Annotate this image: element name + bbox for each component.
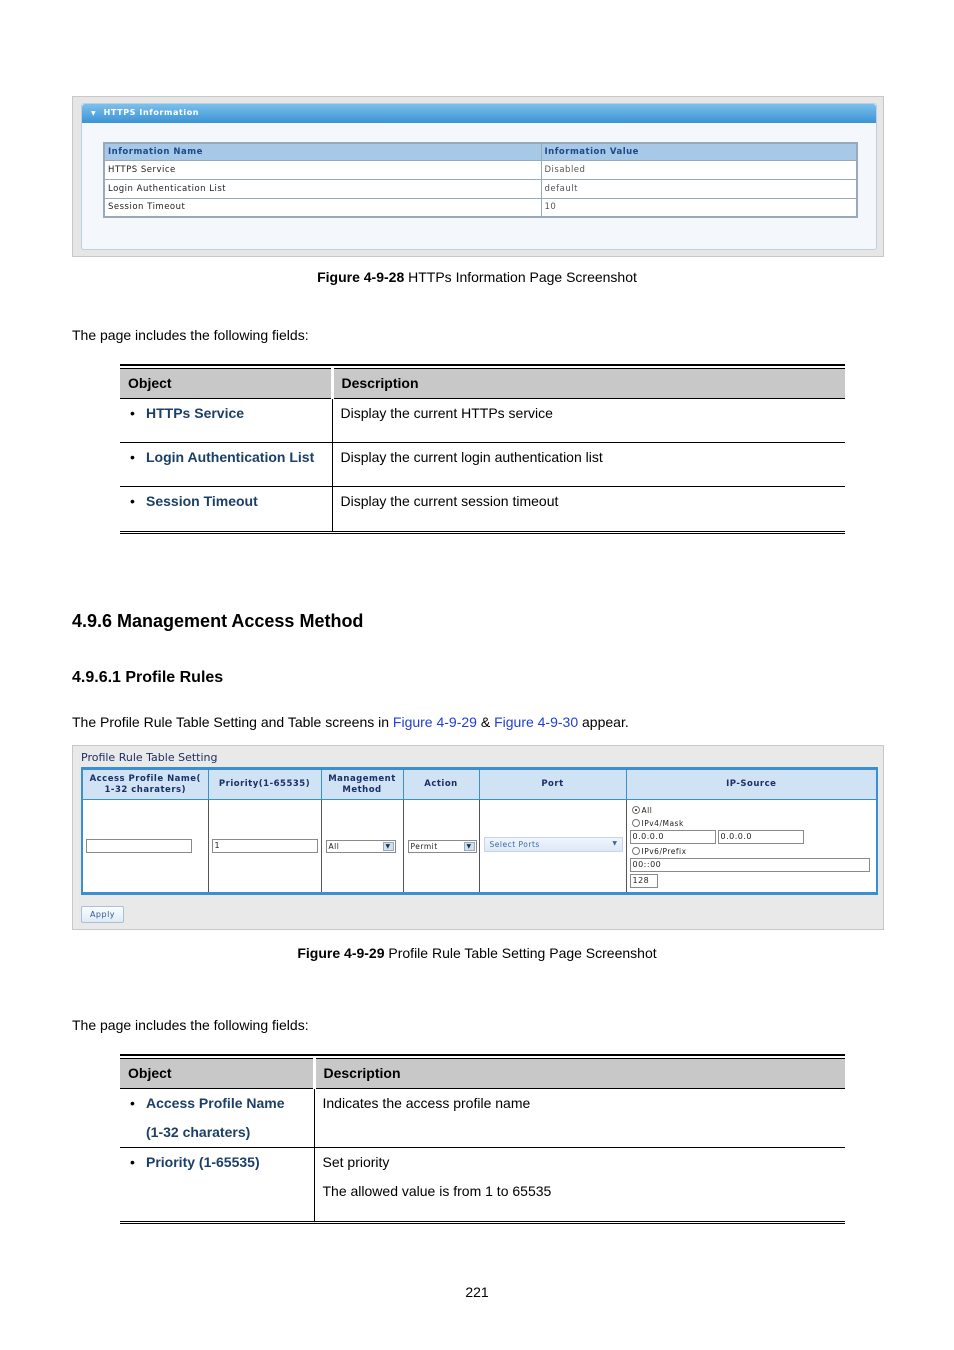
table-row <box>120 442 845 486</box>
object-name: Login Authentication List <box>146 448 315 465</box>
priority-cell <box>208 800 321 894</box>
table-row <box>120 486 845 532</box>
select-ports-dropdown[interactable]: Select Ports ▼ <box>484 837 623 852</box>
ipv4-mask-input[interactable]: 0.0.0.0 <box>718 830 804 844</box>
figure-caption-2 <box>0 945 954 961</box>
action-select[interactable]: Permit ▼ <box>408 840 477 853</box>
bullet-icon: • <box>130 448 135 465</box>
intro-paragraph-1: The page includes the following fields: <box>72 327 309 343</box>
caption-label: Figure 4-9-29 <box>297 945 385 961</box>
management-method-select[interactable]: All ▼ <box>326 840 396 853</box>
ipv6-address-input[interactable]: 00::00 <box>630 858 870 872</box>
col-header-management-method: Management Method <box>321 769 403 800</box>
figure-caption-1 <box>0 269 954 285</box>
https-info-table <box>103 142 858 218</box>
col-header-access-profile-name: Access Profile Name( 1-32 charaters) <box>82 769 208 800</box>
col-header-action: Action <box>403 769 479 800</box>
intro-paragraph-3: The page includes the following fields: <box>72 1017 309 1033</box>
name-cell <box>82 800 208 894</box>
object-description: Display the current session timeout <box>332 486 845 532</box>
col-header-port: Port <box>479 769 626 800</box>
object-description: Set priority The allowed value is from 1 to 65535 <box>314 1147 845 1222</box>
ip-source-cell <box>626 800 877 894</box>
col-header-ip-source: IP-Source <box>626 769 877 800</box>
caption-label: Figure 4-9-28 <box>317 269 405 285</box>
table-row <box>120 1088 845 1147</box>
caption-text: Profile Rule Table Setting Page Screenshot <box>384 945 657 961</box>
intro-text-amp: & <box>476 714 495 730</box>
https-information-panel <box>81 103 877 250</box>
radio-all[interactable]: All <box>632 806 653 815</box>
info-value-cell: Disabled <box>541 160 857 179</box>
object-name: Access Profile Name <box>146 1094 285 1111</box>
https-information-screenshot <box>72 96 884 257</box>
col-header-description: Description <box>314 1058 845 1088</box>
table-row <box>120 1147 845 1222</box>
bullet-icon: • <box>130 404 135 421</box>
bullet-icon: • <box>130 1094 135 1111</box>
bullet-icon: • <box>130 492 135 509</box>
col-header-object: Object <box>120 368 332 398</box>
method-cell <box>321 800 403 894</box>
radio-selected-icon[interactable] <box>632 806 640 814</box>
ipv6-prefix-input[interactable]: 128 <box>630 874 658 888</box>
table-row <box>104 198 857 217</box>
col-header-information-value: Information Value <box>541 143 857 160</box>
profile-rule-screenshot <box>72 745 884 930</box>
caption-text: HTTPs Information Page Screenshot <box>404 269 637 285</box>
info-value-cell: default <box>541 179 857 198</box>
col-header-description: Description <box>332 368 845 398</box>
radio-ipv6-prefix[interactable]: IPv6/Prefix <box>632 847 687 856</box>
col-header-information-name: Information Name <box>104 143 541 160</box>
table-row <box>120 398 845 442</box>
screenshot-title: Profile Rule Table Setting <box>81 751 218 764</box>
action-cell <box>403 800 479 894</box>
port-cell <box>479 800 626 894</box>
chevron-down-icon: ▼ <box>612 840 618 847</box>
object-name: Priority (1-65535) <box>146 1153 260 1170</box>
priority-input[interactable]: 1 <box>212 839 318 853</box>
col-header-priority: Priority(1-65535) <box>208 769 321 800</box>
radio-icon[interactable] <box>632 847 640 855</box>
profile-rule-table <box>81 767 878 895</box>
col-header-object: Object <box>120 1058 314 1088</box>
radio-icon[interactable] <box>632 819 640 827</box>
fields-table-https <box>120 364 845 534</box>
table-row <box>104 179 857 198</box>
fields-table-profile <box>120 1054 845 1224</box>
panel-title: HTTPS Information <box>103 108 200 117</box>
chevron-down-icon: ▼ <box>464 842 475 851</box>
info-value-cell: 10 <box>541 198 857 217</box>
object-description: Display the current HTTPs service <box>332 398 845 442</box>
panel-header[interactable] <box>82 104 876 123</box>
intro-text-before: The Profile Rule Table Setting and Table screens in <box>72 714 393 730</box>
page-number: 221 <box>465 1284 489 1300</box>
info-name-cell: Session Timeout <box>104 198 541 217</box>
ipv4-address-input[interactable]: 0.0.0.0 <box>630 830 716 844</box>
apply-button[interactable]: Apply <box>81 906 124 923</box>
object-name: HTTPs Service <box>146 404 245 421</box>
table-row <box>82 800 877 894</box>
table-row <box>104 160 857 179</box>
figure-link-30[interactable]: Figure 4-9-30 <box>494 714 579 730</box>
bullet-icon: • <box>130 1153 135 1170</box>
access-profile-name-input[interactable] <box>86 839 192 853</box>
radio-ipv4-mask[interactable]: IPv4/Mask <box>632 819 684 828</box>
collapse-triangle-icon[interactable]: ▼ <box>91 110 97 117</box>
intro-text-after: appear. <box>578 714 629 730</box>
object-description: Display the current login authentication list <box>332 442 845 486</box>
object-description: Indicates the access profile name <box>314 1088 845 1147</box>
section-heading: 4.9.6 Management Access Method <box>72 611 364 631</box>
object-name-continued: (1-32 charaters) <box>146 1123 251 1140</box>
subsection-heading: 4.9.6.1 Profile Rules <box>72 669 224 686</box>
object-name: Session Timeout <box>146 492 258 509</box>
info-name-cell: Login Authentication List <box>104 179 541 198</box>
intro-paragraph-2 <box>72 714 629 730</box>
chevron-down-icon: ▼ <box>383 842 394 851</box>
info-name-cell: HTTPS Service <box>104 160 541 179</box>
figure-link-29[interactable]: Figure 4-9-29 <box>392 714 477 730</box>
